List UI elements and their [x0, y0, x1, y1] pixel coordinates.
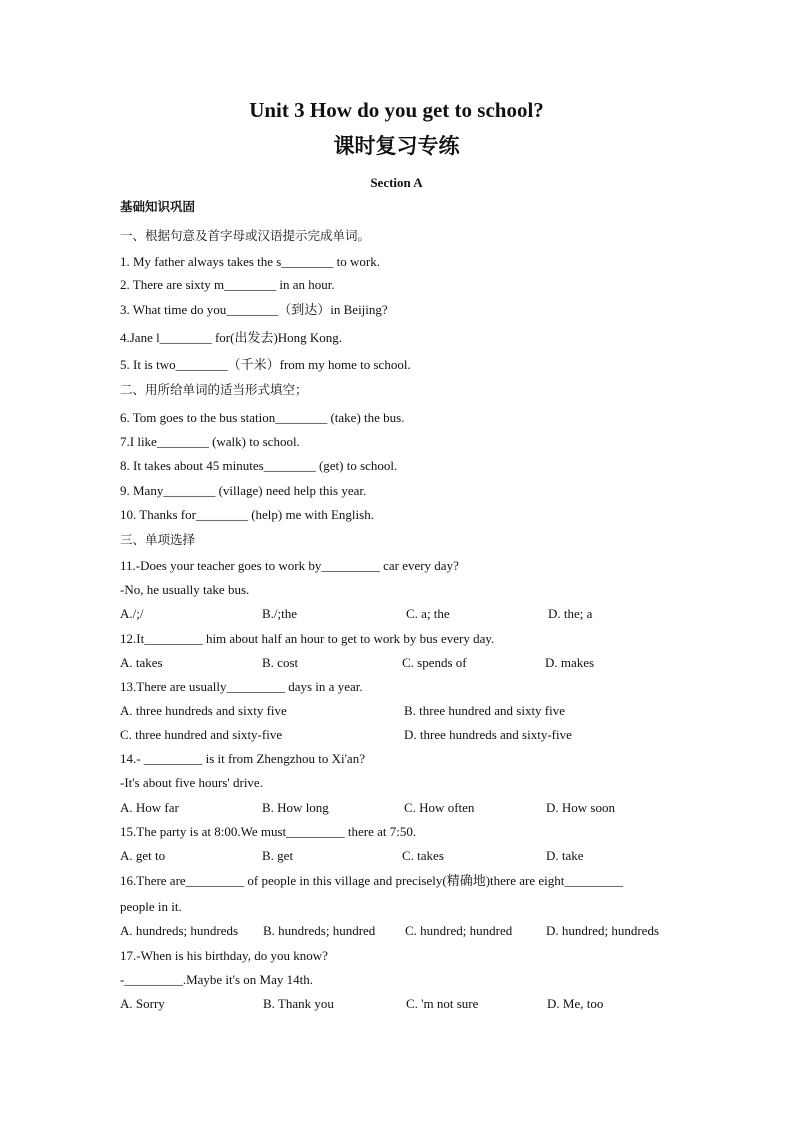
question-5: 5. It is two________（千米）from my home to school.: [120, 357, 411, 372]
q14-option-a: A. How far: [120, 800, 179, 815]
q13-option-a: A. three hundreds and sixty five: [120, 703, 287, 718]
q13-option-c: C. three hundred and sixty-five: [120, 727, 283, 742]
question-1: 1. My father always takes the s________ to work.: [120, 254, 380, 269]
q15-option-a: A. get to: [120, 848, 166, 863]
q11-option-d: D. the; a: [548, 606, 593, 621]
question-9: 9. Many________ (village) need help this year.: [120, 483, 367, 498]
question-15: 15.The party is at 8:00.We must_________ there at 7:50.: [120, 824, 417, 839]
q16-option-d: D. hundred; hundreds: [546, 923, 660, 938]
question-17: 17.-When is his birthday, do you know?: [120, 948, 328, 963]
q15-option-d: D. take: [546, 848, 584, 863]
document-title: Unit 3 How do you get to school?: [249, 98, 544, 122]
document-subtitle: 课时复习专练: [333, 134, 460, 158]
question-13: 13.There are usually_________ days in a year.: [120, 679, 363, 694]
q14-option-b: B. How long: [262, 800, 329, 815]
q17-option-a: A. Sorry: [120, 996, 165, 1011]
question-14: 14.- _________ is it from Zhengzhou to Xi'an?: [120, 751, 365, 766]
question-7: 7.I like________ (walk) to school.: [120, 434, 300, 449]
q12-option-a: A. takes: [120, 655, 163, 670]
q12-option-c: C. spends of: [402, 655, 467, 670]
q11-option-b: B./;the: [262, 606, 298, 621]
q16-option-a: A. hundreds; hundreds: [120, 923, 239, 938]
question-12: 12.It_________ him about half an hour to get to work by bus every day.: [120, 631, 495, 646]
question-4: 4.Jane l________ for(出发去)Hong Kong.: [120, 330, 343, 345]
q13-option-d: D. three hundreds and sixty-five: [404, 727, 572, 742]
question-14-reply: -It's about five hours' drive.: [120, 775, 263, 790]
q11-option-a: A./;/: [120, 606, 144, 621]
question-11: 11.-Does your teacher goes to work by_________ car every day?: [120, 558, 459, 573]
q15-option-b: B. get: [262, 848, 294, 863]
section-label: Section A: [370, 175, 423, 190]
q16-option-b: B. hundreds; hundred: [263, 923, 376, 938]
question-16-continued: people in it.: [120, 899, 182, 914]
question-17-reply: -_________.Maybe it's on May 14th.: [120, 972, 313, 987]
question-2: 2. There are sixty m________ in an hour.: [120, 277, 335, 292]
q13-option-b: B. three hundred and sixty five: [404, 703, 566, 718]
q17-option-d: D. Me, too: [547, 996, 604, 1011]
q12-option-b: B. cost: [262, 655, 299, 670]
q17-option-c: C. 'm not sure: [406, 996, 479, 1011]
q11-option-c: C. a; the: [406, 606, 450, 621]
part3-heading: 三、单项选择: [120, 532, 196, 547]
question-3: 3. What time do you________（到达）in Beijing?: [120, 302, 388, 317]
question-16: 16.There are_________ of people in this village and precisely(精确地)there are eight_________: [120, 873, 623, 888]
part2-heading: 二、用所给单词的适当形式填空；: [120, 382, 308, 397]
q16-option-c: C. hundred; hundred: [405, 923, 513, 938]
question-8: 8. It takes about 45 minutes________ (get) to school.: [120, 458, 398, 473]
q14-option-d: D. How soon: [546, 800, 615, 815]
part1-heading: 一、根据句意及首字母或汉语提示完成单词。: [120, 228, 371, 243]
q15-option-c: C. takes: [402, 848, 444, 863]
q12-option-d: D. makes: [545, 655, 595, 670]
question-11-reply: -No, he usually take bus.: [120, 582, 250, 597]
q14-option-c: C. How often: [404, 800, 475, 815]
question-10: 10. Thanks for________ (help) me with English.: [120, 507, 374, 522]
q17-option-b: B. Thank you: [263, 996, 334, 1011]
basic-knowledge-heading: 基础知识巩固: [120, 199, 196, 214]
question-6: 6. Tom goes to the bus station________ (take) the bus.: [120, 410, 405, 425]
